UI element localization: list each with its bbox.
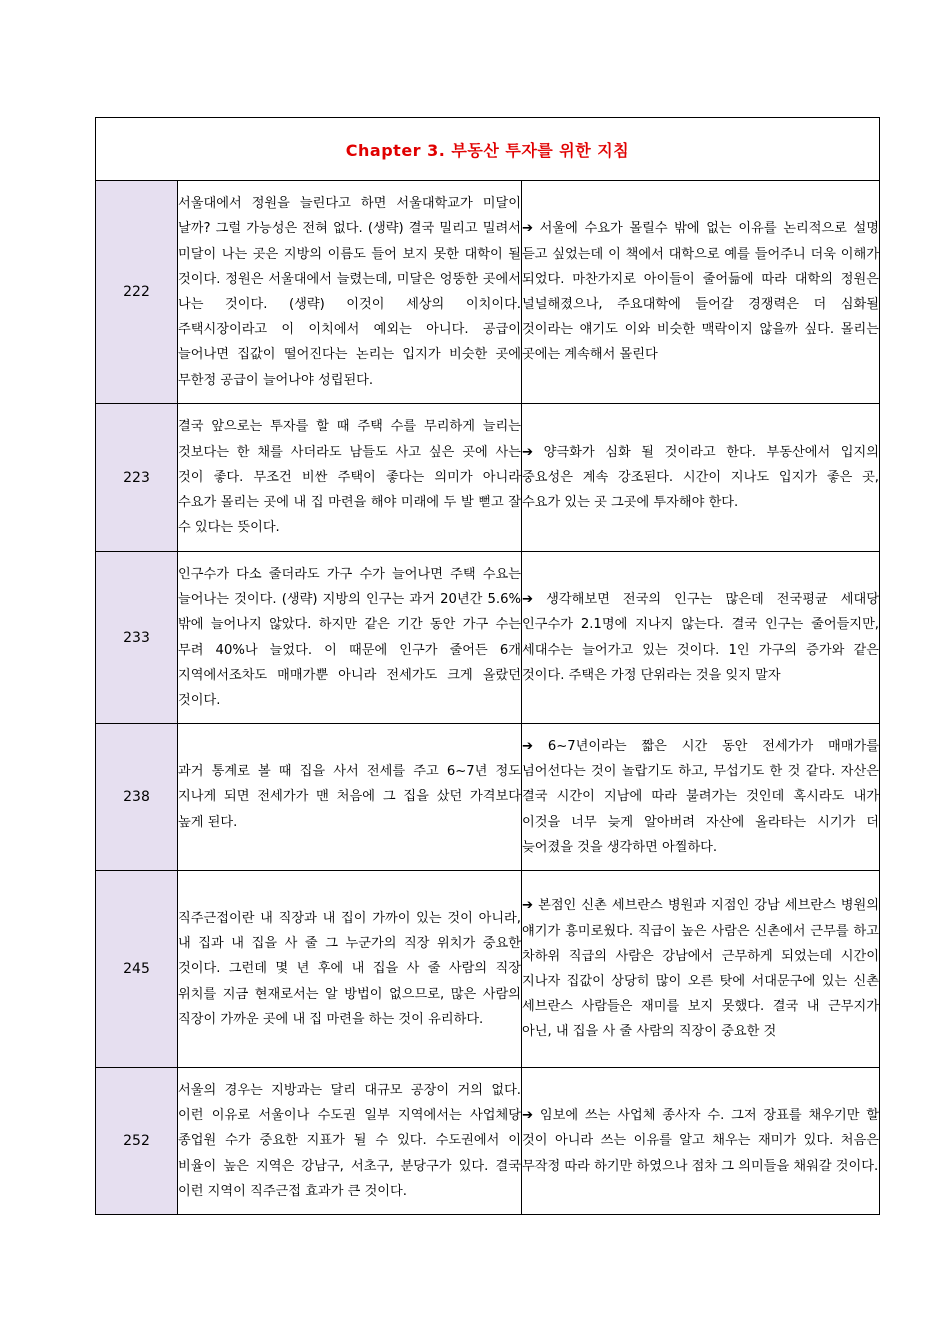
page-number: 222 <box>96 181 178 404</box>
table-row <box>96 871 880 1068</box>
chapter-title: Chapter 3. 부동산 투자를 위한 지침 <box>96 118 880 181</box>
book-quote: 직주근접이란 내 직장과 내 집이 가까이 있는 것이 아니라, 내 집과 내 집을 사 줄 그 누군가의 직장 위치가 중요한 것이다. 그런데 몇 년 후에 내 집을 사 줄 사람의 직장 위치를 지금 현재로서는 알 방법이 없으므로, 많은 사람의 직장이 가까운 곳에 내 집 마련을 하는 것이 유리하다. <box>178 871 522 1068</box>
book-quote: 서울의 경우는 지방과는 달리 대규모 공장이 거의 없다. 이런 이유로 서울이나 수도권 일부 지역에서는 사업체당 종업원 수가 중요한 지표가 될 수 있다. 수도권에서 이 비율이 높은 지역은 강남구, 서초구, 분당구가 있다. 결국 이런 지역이 직주근접 효과가 큰 것이다. <box>178 1068 522 1215</box>
page-number: 233 <box>96 552 178 724</box>
reader-note: ➔ 임보에 쓰는 사업체 종사자 수. 그저 장표를 채우기만 할 것이 아니라 쓰는 이유를 알고 채우는 재미가 있다. 처음은 무작정 따라 하기만 하였으나 점차 그 의미들을 채워갈 것이다. <box>522 1068 880 1215</box>
reader-note: ➔ 6~7년이라는 짧은 시간 동안 전세가가 매매가를 넘어선다는 것이 놀랍기도 하고, 무섭기도 한 것 같다. 자산은 결국 시간이 지남에 따라 불려가는 것인데 혹시라도 내가 이것을 너무 늦게 알아버려 자산에 올라타는 시기가 더 늦어졌을 것을 생각하면 아찔하다. <box>522 724 880 871</box>
page-number: 252 <box>96 1068 178 1215</box>
table-row <box>96 404 880 552</box>
page-number: 245 <box>96 871 178 1068</box>
notes-table <box>95 117 880 1215</box>
book-quote: 서울대에서 정원을 늘린다고 하면 서울대학교가 미달이 날까? 그럴 가능성은 전혀 없다. (생략) 결국 밀리고 밀려서 미달이 나는 곳은 지방의 이름도 들어 보지 못한 대학이 될 것이다. 정원은 서울대에서 늘렸는데, 미달은 엉뚱한 곳에서 나는 것이다. (생략) 이것이 세상의 이치이다. 주택시장이라고 이 이치에서 예외는 아니다. 공급이 늘어나면 집값이 떨어진다는 논리는 입지가 비슷한 곳에 무한정 공급이 늘어나야 성립된다. <box>178 181 522 404</box>
reader-note: ➔ 본점인 신촌 세브란스 병원과 지점인 강남 세브란스 병원의 얘기가 흥미로웠다. 직급이 높은 사람은 신촌에서 근무를 하고 차하위 직급의 사람은 강남에서 근무하게 되었는데 시간이 지나자 집값이 상당히 많이 오른 탓에 서대문구에 있는 신촌 세브란스 사람들은 재미를 보지 못했다. 결국 내 근무지가 아닌, 내 집을 사 줄 사람의 직장이 중요한 것 <box>522 871 880 1068</box>
title-row <box>96 118 880 181</box>
reader-note: ➔ 서울에 수요가 몰릴수 밖에 없는 이유를 논리적으로 설명 듣고 싶었는데 이 책에서 대학으로 예를 들어주니 더욱 이해가 되었다. 마찬가지로 아이들이 줄어듦에 따라 대학의 정원은 널널해졌으나, 주요대학에 들어갈 경쟁력은 더 심화될 것이라는 얘기도 이와 비슷한 맥락이지 않을까 싶다. 몰리는 곳에는 계속해서 몰린다 <box>522 181 880 404</box>
page-number: 223 <box>96 404 178 552</box>
table-row <box>96 181 880 404</box>
book-quote: 과거 통계로 볼 때 집을 사서 전세를 주고 6~7년 정도 지나게 되면 전세가가 맨 처음에 그 집을 샀던 가격보다 높게 된다. <box>178 724 522 871</box>
table-row <box>96 1068 880 1215</box>
book-quote: 인구수가 다소 줄더라도 가구 수가 늘어나면 주택 수요는 늘어나는 것이다. (생략) 지방의 인구는 과거 20년간 5.6%밖에 늘어나지 않았다. 하지만 같은 기간 동안 가구 수는 무려 40%나 늘었다. 이 때문에 인구가 줄어든 6개 지역에서조차도 매매가뿐 아니라 전세가도 크게 올랐던 것이다. <box>178 552 522 724</box>
book-quote: 결국 앞으로는 투자를 할 때 주택 수를 무리하게 늘리는 것보다는 한 채를 사더라도 남들도 사고 싶은 곳에 사는 것이 좋다. 무조건 비싼 주택이 좋다는 의미가 아니라 수요가 몰리는 곳에 내 집 마련을 해야 미래에 두 발 뻗고 잘 수 있다는 뜻이다. <box>178 404 522 552</box>
table-row <box>96 552 880 724</box>
table-row <box>96 724 880 871</box>
page-number: 238 <box>96 724 178 871</box>
reader-note: ➔ 생각해보면 전국의 인구는 많은데 전국평균 세대당 인구수가 2.1명에 지나지 않는다. 결국 인구는 줄어들지만, 세대수는 늘어가고 있는 것이다. 1인 가구의 증가와 같은 것이다. 주택은 가정 단위라는 것을 잊지 말자 <box>522 552 880 724</box>
reader-note: ➔ 양극화가 심화 될 것이라고 한다. 부동산에서 입지의 중요성은 계속 강조된다. 시간이 지나도 입지가 좋은 곳, 수요가 있는 곳 그곳에 투자해야 한다. <box>522 404 880 552</box>
